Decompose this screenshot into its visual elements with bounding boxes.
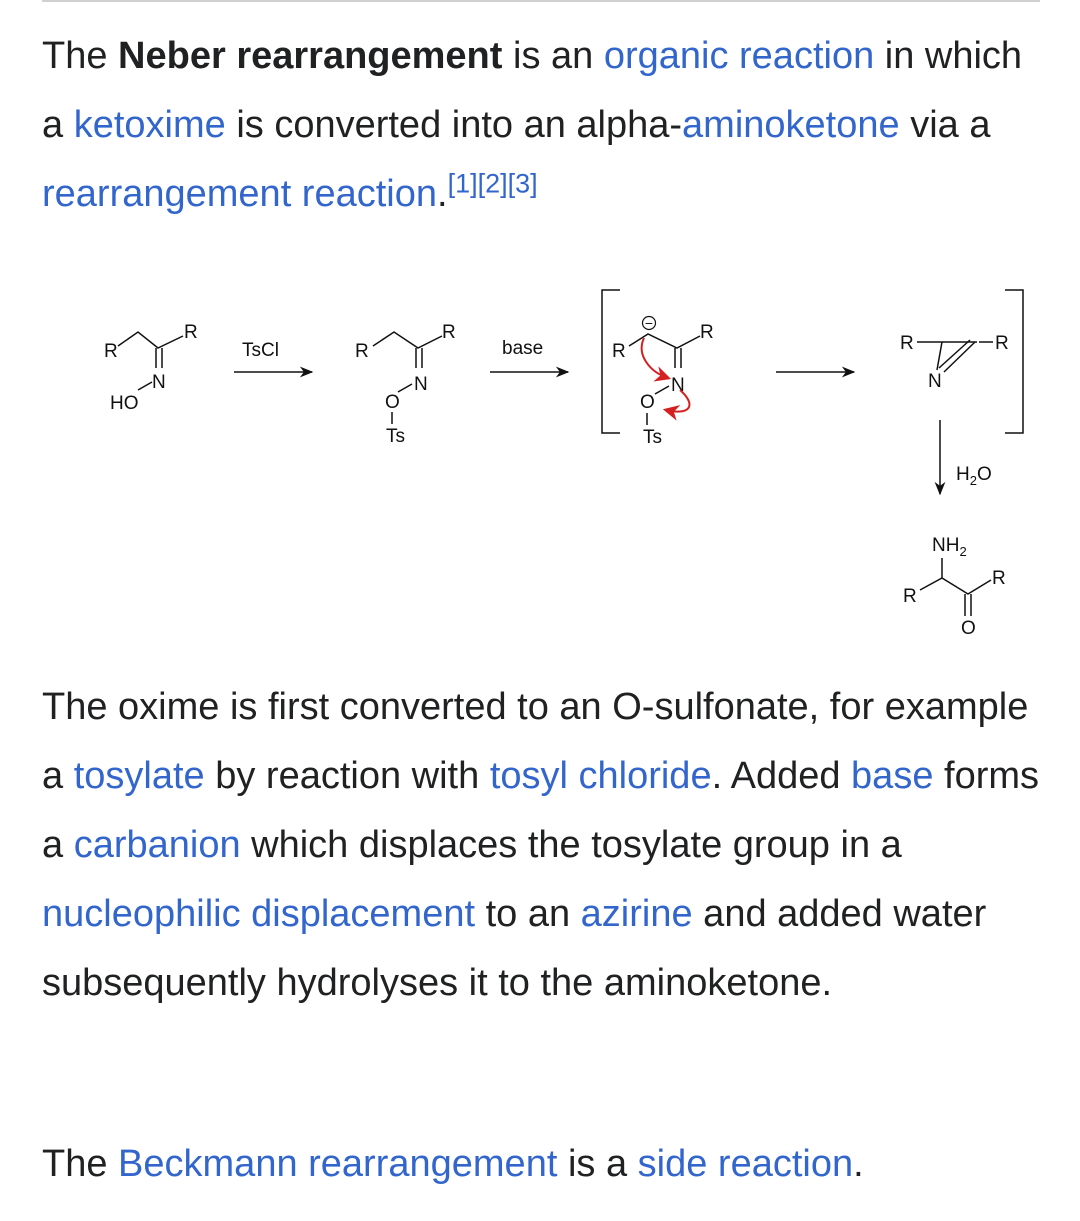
o-label: O bbox=[640, 392, 655, 413]
reagent-tscl: TsCl bbox=[242, 340, 279, 361]
side-reaction-paragraph: The Beckmann rearrangement is a side reaction. bbox=[42, 1143, 864, 1185]
reaction-scheme-diagram bbox=[80, 280, 1040, 650]
intro-paragraph: The Neber rearrangement is an organic reaction in which a ketoxime is converted into an alpha-aminoketone via a rearrangement reaction.[1][2][3] bbox=[42, 35, 1023, 215]
carbanion-intermediate bbox=[612, 315, 714, 448]
o-label: O bbox=[961, 618, 976, 639]
link-tosylate[interactable]: tosylate bbox=[73, 755, 205, 797]
reagent-water: $H_2O$ bbox=[956, 464, 992, 488]
link-base[interactable]: base bbox=[851, 755, 934, 797]
link-tosyl-chloride[interactable]: tosyl chloride bbox=[489, 755, 712, 797]
minus-sign: − bbox=[644, 315, 654, 331]
mechanism-paragraph: The oxime is first converted to an O-sulfonate, for example a tosylate by reaction with tosyl chloride. Added base forms a carbanion which displaces the tosylate group in a nucleophilic displacement to an azirine and added water subsequently hydrolyses it to the aminoketone. bbox=[42, 686, 1040, 1004]
article-title-bold: Neber rearrangement bbox=[118, 35, 503, 77]
azirine-molecule bbox=[900, 333, 1009, 392]
r-label: R bbox=[184, 322, 198, 343]
ho-label: HO bbox=[110, 393, 139, 414]
link-rearrangement-reaction[interactable]: rearrangement reaction bbox=[42, 173, 437, 215]
link-beckmann-rearrangement[interactable]: Beckmann rearrangement bbox=[118, 1143, 558, 1185]
o-label: O bbox=[385, 392, 400, 413]
ref-3[interactable]: [3] bbox=[507, 168, 538, 199]
ts-label: Ts bbox=[386, 426, 405, 447]
aminoketone-molecule bbox=[903, 535, 1006, 639]
link-carbanion[interactable]: carbanion bbox=[73, 824, 241, 866]
nh2-label: $NH_2$ bbox=[932, 535, 967, 559]
r-label: R bbox=[992, 568, 1006, 589]
r-label: R bbox=[104, 341, 118, 362]
r-label: R bbox=[442, 322, 456, 343]
oxime-tosylate-molecule bbox=[355, 322, 456, 447]
ts-label: Ts bbox=[643, 427, 662, 448]
n-label: N bbox=[414, 374, 428, 395]
link-azirine[interactable]: azirine bbox=[580, 893, 693, 935]
electron-push-arrow-1 bbox=[642, 338, 668, 378]
reagent-base: base bbox=[502, 338, 544, 359]
ref-2[interactable]: [2] bbox=[477, 168, 508, 199]
top-divider bbox=[42, 0, 1040, 2]
link-aminoketone[interactable]: aminoketone bbox=[682, 104, 900, 146]
r-label: R bbox=[355, 341, 369, 362]
bracket-right bbox=[1005, 290, 1023, 433]
r-label: R bbox=[995, 333, 1009, 354]
n-label: N bbox=[152, 372, 166, 393]
link-nucleophilic-displacement[interactable]: nucleophilic displacement bbox=[42, 893, 476, 935]
n-label: N bbox=[928, 371, 942, 392]
n-label: N bbox=[671, 375, 685, 396]
link-organic-reaction[interactable]: organic reaction bbox=[603, 35, 875, 77]
r-label: R bbox=[612, 341, 626, 362]
link-side-reaction[interactable]: side reaction bbox=[637, 1143, 854, 1185]
r-label: R bbox=[903, 586, 917, 607]
r-label: R bbox=[900, 333, 914, 354]
r-label: R bbox=[700, 322, 714, 343]
link-ketoxime[interactable]: ketoxime bbox=[73, 104, 226, 146]
ketoxime-molecule bbox=[104, 322, 198, 414]
citation-refs bbox=[448, 168, 538, 198]
ref-1[interactable]: [1] bbox=[447, 168, 478, 199]
